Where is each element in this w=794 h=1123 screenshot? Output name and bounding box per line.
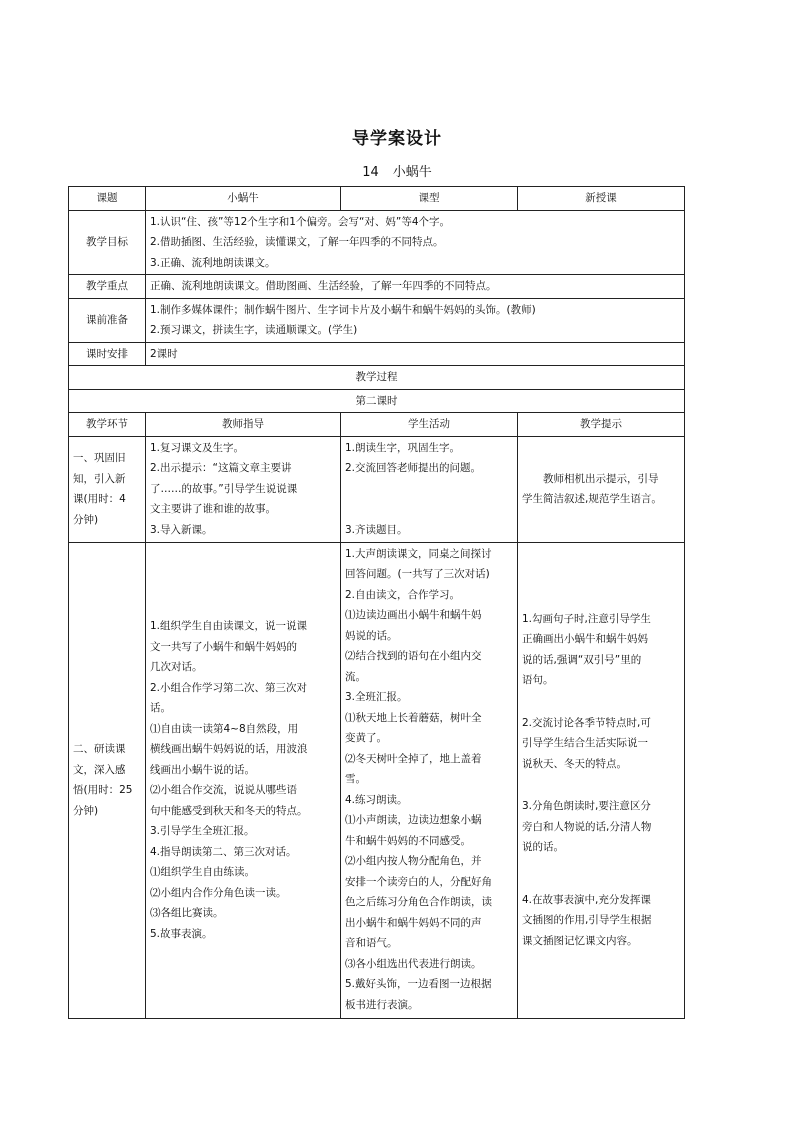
session-heading: 第二课时: [69, 389, 685, 413]
column-header-row: [69, 413, 685, 437]
goals-content: [146, 210, 685, 275]
schedule-label: 课时安排: [69, 342, 146, 366]
lesson-subtitle: [0, 161, 794, 180]
topic-label: 课题: [69, 187, 146, 211]
prep-content: [146, 298, 685, 342]
goals-label: 教学目标: [69, 210, 146, 275]
topic-row: [69, 187, 685, 211]
type-label: 课型: [341, 187, 518, 211]
schedule-value: 2课时: [146, 342, 685, 366]
process-heading-row: [69, 366, 685, 390]
stage2-teacher: 1.组织学生自由读课文，说一说课 文一共写了小蜗牛和蜗牛妈妈的 几次对话。 2.小组合作学习第二次、第三次对 话。 ⑴自由读一读第4~8自然段，用 横线画出蜗牛妈妈说的话，用波浪 线画出小蜗牛说的话。 ⑵小组合作交流，说说从哪些语 句中能感受到秋天和冬天的特点。 3.引导学生全班汇报。 4.指导朗读第二、第三次对话。 ⑴组织学生自由练读。 ⑵小组内合作分角色读一读。 ⑶各组比赛读。 5.故事表演。: [146, 542, 341, 1018]
goal-item: 3.正确、流利地朗读课文。: [150, 256, 276, 269]
key-row: [69, 275, 685, 299]
column-header: 教师指导: [146, 413, 341, 437]
lesson-number: 14: [362, 165, 379, 180]
stage1-hint: 教师相机出示提示，引导 学生简洁叙述,规范学生语言。: [518, 436, 685, 542]
stage1-teacher: 1.复习课文及生字。 2.出示提示：“这篇文章主要讲 了……的故事。”引导学生说说课 文主要讲了谁和谁的故事。 3.导入新课。: [146, 436, 341, 542]
stage2-student: 1.大声朗读课文，同桌之间探讨 回答问题。(一共写了三次对话) 2.自由读文，合作学习。 ⑴边读边画出小蜗牛和蜗牛妈 妈说的话。 ⑵结合找到的语句在小组内交 流。 3.全班汇报。 ⑴秋天地上长着蘑菇，树叶全 变黄了。 ⑵冬天树叶全掉了，地上盖着 雪。 4.练习朗读。 ⑴小声朗读，边读边想象小蜗 牛和蜗牛妈妈的不同感受。 ⑵小组内按人物分配角色，并 安排一个读旁白的人，分配好角 色之后练习分角色合作朗读，读 出小蜗牛和蜗牛妈妈不同的声 音和语气。 ⑶各小组选出代表进行朗读。 5.戴好头饰，一边看图一边根据 板书进行表演。: [341, 542, 518, 1018]
document-title: 导学案设计: [352, 129, 442, 149]
lesson-plan-table: [68, 186, 685, 1019]
goals-row: [69, 210, 685, 275]
stage1-row: [69, 436, 685, 542]
schedule-row: [69, 342, 685, 366]
stage2-name: 二、研读课 文，深入感 悟(用时：25 分钟): [69, 542, 146, 1018]
stage2-row: [69, 542, 685, 1018]
stage2-hints: 1.勾画句子时,注意引导学生 正确画出小蜗牛和蜗牛妈妈 说的话,强调“双引号”里的 语句。 2.交流讨论各季节特点时,可 引导学生结合生活实际说一 说秋天、冬天的特点。 3.分角色朗读时,要注意区分 旁白和人物说的话,分清人物 说的话。 4.在故事表演中,充分发挥课 文插图的作用,引导学生根据 课文插图记忆课文内容。: [518, 542, 685, 1018]
stage1-name: 一、巩固旧 知，引入新 课(用时：4 分钟): [69, 436, 146, 542]
stage1-student: 1.朗读生字，巩固生字。 2.交流回答老师提出的问题。 3.齐读题目。: [341, 436, 518, 542]
prep-row: [69, 298, 685, 342]
topic-value: 小蜗牛: [146, 187, 341, 211]
prep-label: 课前准备: [69, 298, 146, 342]
goal-item: 2.借助插图、生活经验，读懂课文，了解一年四季的不同特点。: [150, 236, 444, 248]
key-label: 教学重点: [69, 275, 146, 299]
lesson-name: 小蜗牛: [392, 165, 432, 180]
column-header: 教学环节: [69, 413, 146, 437]
session-row: [69, 389, 685, 413]
key-value: 正确、流利地朗读课文。借助图画、生活经验，了解一年四季的不同特点。: [146, 275, 685, 299]
prep-item: 2.预习课文，拼读生字，读通顺课文。(学生): [150, 324, 358, 336]
type-value: 新授课: [518, 187, 685, 211]
goal-item: 1.认识“住、孩”等12个生字和1个偏旁。会写“对、妈”等4个字。: [150, 215, 450, 228]
column-header: 学生活动: [341, 413, 518, 437]
process-heading: 教学过程: [69, 366, 685, 390]
prep-item: 1.制作多媒体课件；制作蜗牛图片、生字词卡片及小蜗牛和蜗牛妈妈的头饰。(教师): [150, 303, 536, 316]
column-header: 教学提示: [518, 413, 685, 437]
